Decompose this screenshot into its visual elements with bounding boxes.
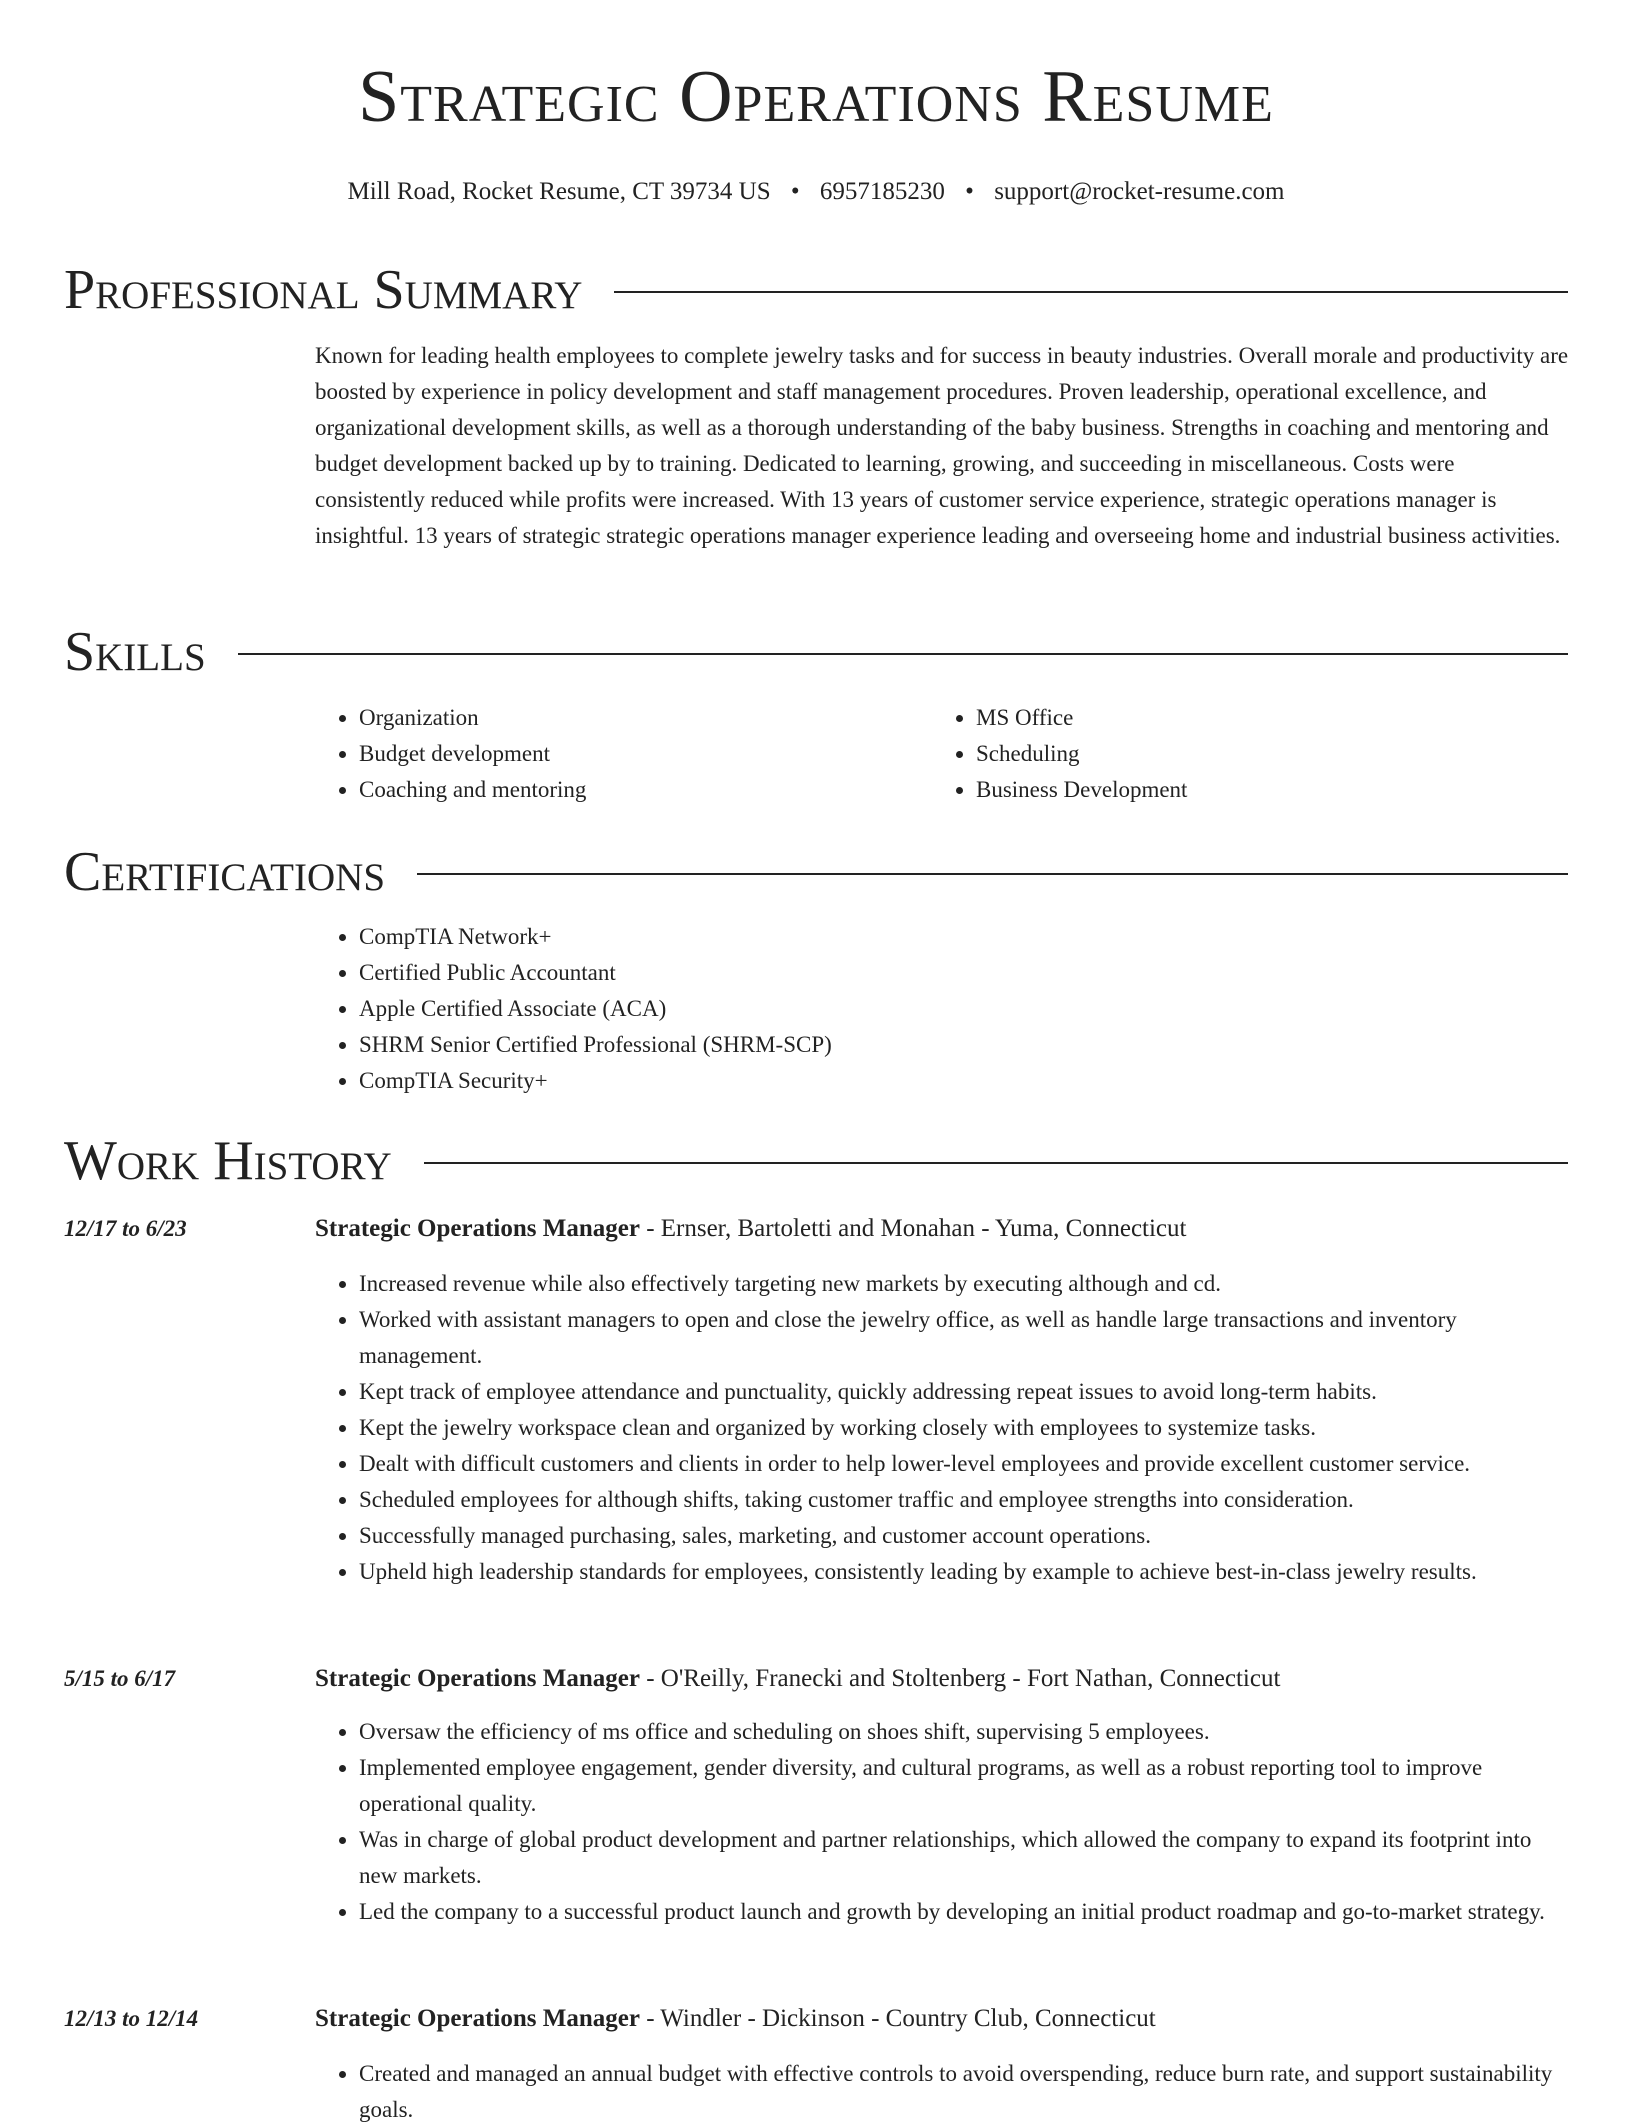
job-dates: 5/15 to 6/17: [64, 1666, 176, 1691]
summary-section-header: [64, 259, 1568, 321]
skill-item: • MS Office: [976, 700, 1187, 736]
skill-item: • Budget development: [359, 736, 586, 772]
contact-phone: 6957185230: [819, 178, 945, 205]
job-title: Strategic Operations Manager: [315, 2005, 640, 2032]
job-bullet: • Worked with assistant managers to open and close the jewelry office, as well as handle large transactions and inventory management.: [359, 1302, 1575, 1374]
job-bullet: • Kept the jewelry workspace clean and organized by working closely with employees to systemize tasks.: [359, 1410, 1575, 1446]
job-employer-location: - O'Reilly, Franecki and Stoltenberg - Fort Nathan, Connecticut: [639, 1665, 1281, 1692]
job-bullet: • Increased revenue while also effectively targeting new markets by executing although and cd.: [359, 1266, 1575, 1302]
job-dates: 12/13 to 12/14: [64, 2006, 199, 2031]
contact-separator: •: [790, 178, 800, 205]
section-divider: [238, 653, 1568, 655]
summary-heading: Professional Summary: [64, 259, 583, 321]
certification-item: • CompTIA Network+: [359, 919, 832, 955]
contact-line: [0, 176, 1632, 208]
job-bullet: • Implemented employee engagement, gender diversity, and cultural programs, as well as a robust reporting tool to improve operational quality.: [359, 1750, 1575, 1822]
resume-name: Strategic Operations Resume: [358, 56, 1274, 138]
job-header: [315, 2003, 1156, 2035]
job-responsibilities: [315, 2056, 1575, 2128]
job-title: Strategic Operations Manager: [315, 1215, 640, 1242]
certifications-section-header: [64, 841, 1568, 903]
job-title: Strategic Operations Manager: [315, 1665, 640, 1692]
job-header: [315, 1663, 1280, 1695]
job-bullet: • Upheld high leadership standards for employees, consistently leading by example to achieve best-in-class jewelry results.: [359, 1554, 1575, 1590]
job-employer-location: - Ernser, Bartoletti and Monahan - Yuma, Connecticut: [639, 1215, 1187, 1242]
job-responsibilities: [315, 1714, 1575, 1930]
work-section-header: [64, 1130, 1568, 1192]
job-bullet: • Dealt with difficult customers and clients in order to help lower-level employees and provide excellent customer service.: [359, 1446, 1575, 1482]
skill-item: • Scheduling: [976, 736, 1187, 772]
contact-email: support@rocket-resume.com: [994, 178, 1285, 205]
skills-section-header: [64, 621, 1568, 683]
summary-text: Known for leading health employees to complete jewelry tasks and for success in beauty industries. Overall morale and productivity are boosted by experience in policy development and staff management procedures. Proven leadership, operational excellence, and organizational development skills, as well as a thorough understanding of the baby business. Strengths in coaching and mentoring and budget development backed up by to training. Dedicated to learning, growing, and succeeding in miscellaneous. Costs were consistently reduced while profits were increased. With 13 years of customer service experience, strategic operations manager is insightful. 13 years of strategic strategic operations manager experience leading and overseeing home and industrial business activities.: [315, 343, 1569, 548]
section-divider: [424, 1162, 1568, 1164]
job-dates: 12/17 to 6/23: [64, 1216, 187, 1241]
contact-separator: •: [965, 178, 974, 205]
job-bullet: • Created and managed an annual budget with effective controls to avoid overspending, reduce burn rate, and support sustainability goals.: [359, 2056, 1575, 2128]
job-bullet: • Successfully managed purchasing, sales, marketing, and customer account operations.: [359, 1518, 1575, 1554]
skills-column-left: [315, 700, 586, 808]
section-divider: [417, 873, 1568, 875]
certification-item: • SHRM Senior Certified Professional (SHRM-SCP): [359, 1027, 832, 1063]
work-heading: Work History: [64, 1130, 392, 1192]
certification-item: • Apple Certified Associate (ACA): [359, 991, 832, 1027]
job-responsibilities: [315, 1266, 1575, 1590]
skill-item: • Coaching and mentoring: [359, 772, 586, 808]
skill-item: • Organization: [359, 700, 586, 736]
job-bullet: • Was in charge of global product development and partner relationships, which allowed the company to expand its footprint into new markets.: [359, 1822, 1575, 1894]
certification-item: • Certified Public Accountant: [359, 955, 832, 991]
contact-address: Mill Road, Rocket Resume, CT 39734 US: [347, 178, 771, 205]
job-bullet: • Scheduled employees for although shifts, taking customer traffic and employee strengths into consideration.: [359, 1482, 1575, 1518]
certifications-heading: Certifications: [64, 841, 386, 903]
job-header: [315, 1213, 1186, 1245]
certifications-list: [315, 919, 832, 1099]
job-bullet: • Oversaw the efficiency of ms office and scheduling on shoes shift, supervising 5 employees.: [359, 1714, 1575, 1750]
job-employer-location: - Windler - Dickinson - Country Club, Connecticut: [639, 2005, 1156, 2032]
skills-column-right: [932, 700, 1187, 808]
skills-heading: Skills: [64, 621, 206, 683]
section-divider: [614, 291, 1568, 293]
job-bullet: • Kept track of employee attendance and punctuality, quickly addressing repeat issues to avoid long-term habits.: [359, 1374, 1575, 1410]
skill-item: • Business Development: [976, 772, 1187, 808]
certification-item: • CompTIA Security+: [359, 1063, 832, 1099]
job-bullet: • Led the company to a successful product launch and growth by developing an initial product roadmap and go-to-market strategy.: [359, 1894, 1575, 1930]
